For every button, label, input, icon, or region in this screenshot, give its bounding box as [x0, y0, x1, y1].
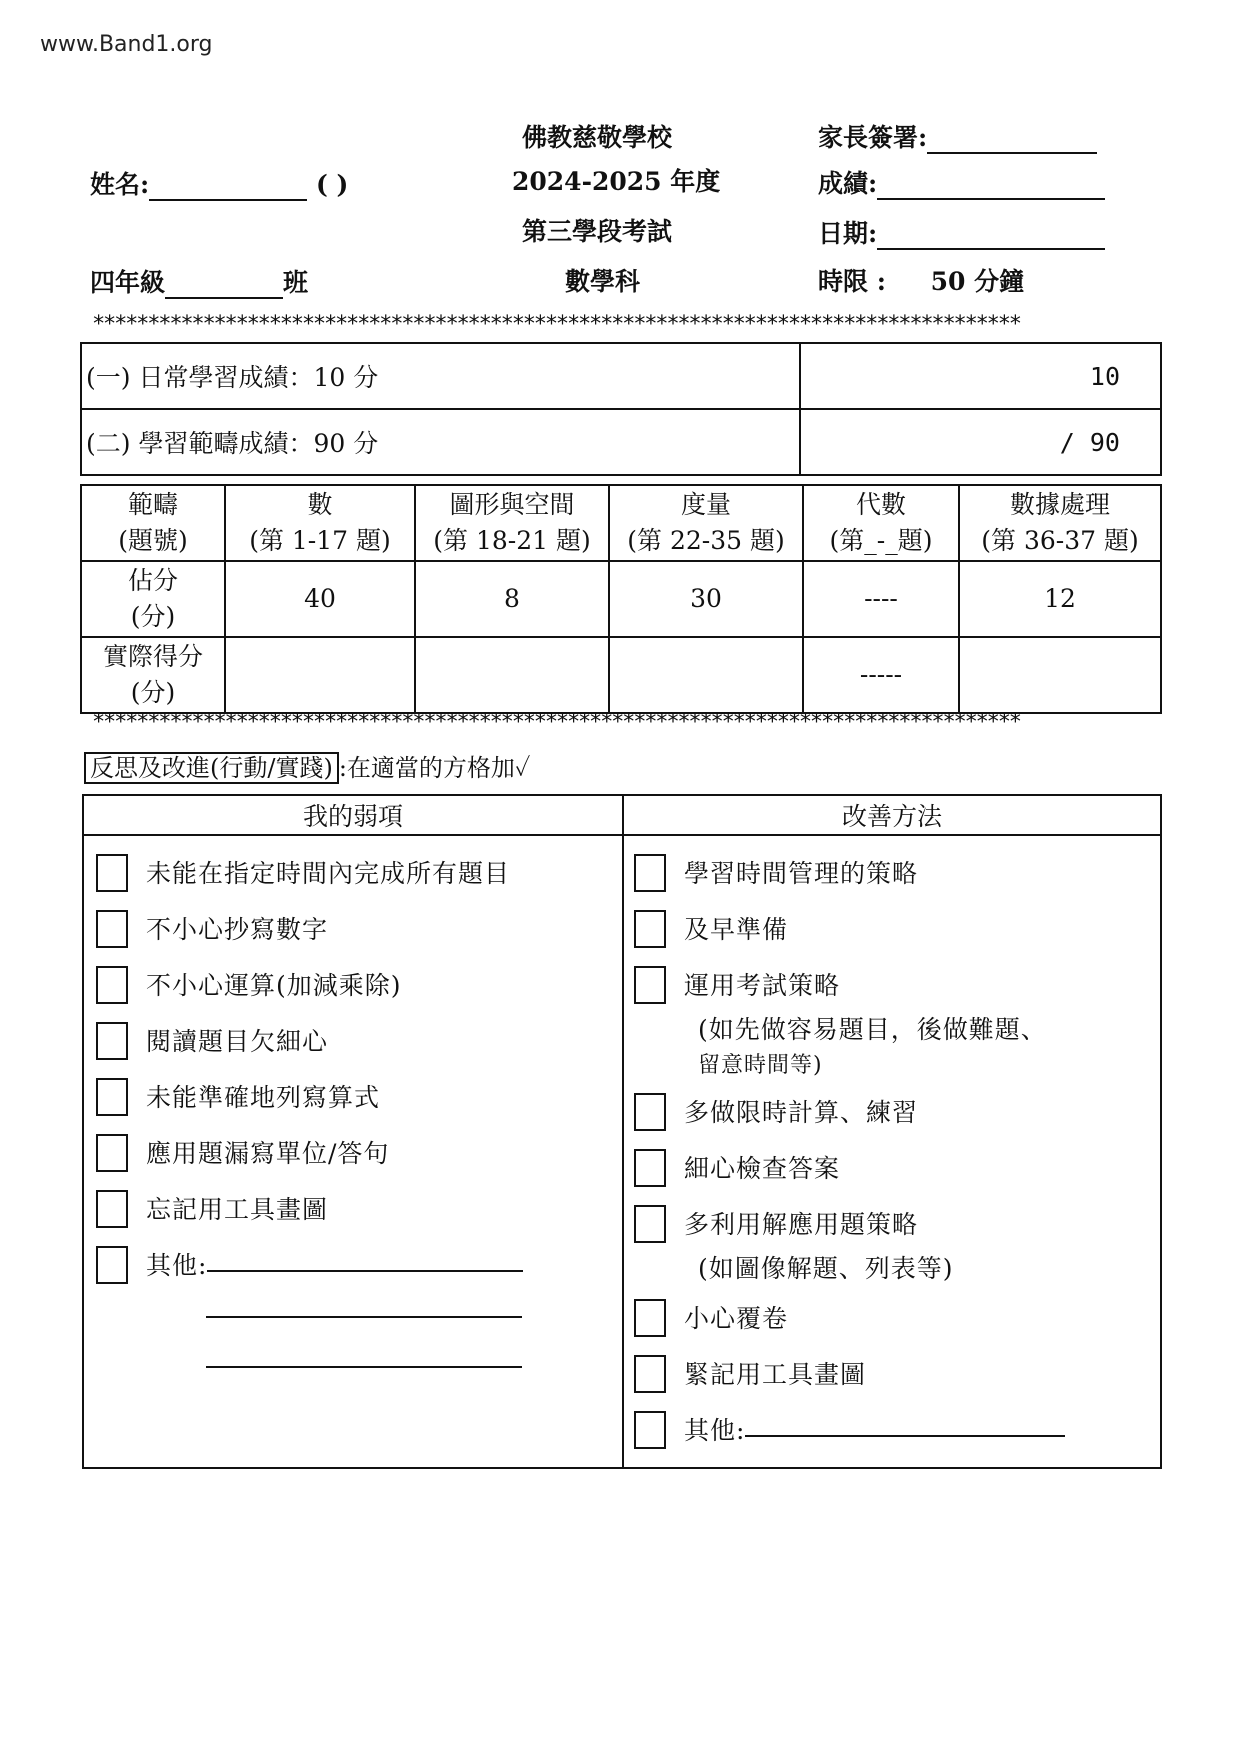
grade-label: 四年級 — [90, 268, 166, 297]
checkbox[interactable] — [96, 966, 128, 1004]
full-marks-data: 12 — [959, 561, 1161, 637]
score-row — [818, 164, 1105, 200]
checkbox[interactable] — [634, 1299, 666, 1337]
full-marks-algebra: ---- — [803, 561, 959, 637]
checkbox[interactable] — [634, 1093, 666, 1131]
grid-full-marks-label: 佔分 (分) — [81, 561, 225, 637]
domain-score-table — [80, 484, 1162, 714]
improve-item: 及早準備 — [634, 910, 1160, 948]
improve-note: (如圖像解題、列表等) — [698, 1254, 954, 1283]
checkbox[interactable] — [634, 966, 666, 1004]
reflection-instruction: :在適當的方格加✓ — [338, 754, 531, 782]
weak-item: 不小心運算(加減乘除) — [96, 966, 622, 1004]
improve-note: (如先做容易題目，後做難題、 — [698, 1015, 1047, 1044]
improve-list — [623, 835, 1161, 1468]
school-year: 2024-2025 年度 — [512, 167, 721, 196]
star-divider-bottom: ************************************************************************************ — [92, 710, 1020, 735]
grid-header-domain: 範疇 (題號) — [81, 485, 225, 561]
subject: 數學科 — [565, 267, 641, 296]
grid-header-number: 數 (第 1-17 題) — [225, 485, 415, 561]
weak-item: 應用題漏寫單位/答句 — [96, 1134, 622, 1172]
time-limit-label: 時限 : — [818, 267, 886, 296]
actual-measure[interactable] — [609, 637, 803, 713]
grid-full-marks-row — [81, 561, 1161, 637]
date-label: 日期: — [818, 219, 878, 248]
improve-item-other: 其他: — [634, 1411, 1160, 1449]
checkbox[interactable] — [96, 1190, 128, 1228]
score-label-learning: (二) 學習範疇成績：90 分 — [81, 409, 800, 475]
improve-item: 多利用解應用題策略 — [634, 1205, 1160, 1243]
time-limit-row — [818, 262, 1024, 298]
actual-shape[interactable] — [415, 637, 609, 713]
score-summary-table — [80, 342, 1162, 476]
star-divider-top: ************************************************************************************ — [92, 312, 1020, 337]
score-label-daily: (一) 日常學習成績：10 分 — [81, 343, 800, 409]
full-marks-measure: 30 — [609, 561, 803, 637]
reflection-table — [82, 794, 1162, 1469]
class-number-paren: ( ) — [315, 170, 349, 199]
actual-data[interactable] — [959, 637, 1161, 713]
grid-actual-row — [81, 637, 1161, 713]
improve-header: 改善方法 — [623, 795, 1161, 835]
weak-header: 我的弱項 — [83, 795, 623, 835]
weak-item: 不小心抄寫數字 — [96, 910, 622, 948]
parent-sign-row — [818, 118, 1097, 154]
weak-list — [83, 835, 623, 1468]
improve-item: 多做限時計算、練習 — [634, 1093, 1160, 1131]
weak-item: 未能在指定時間內完成所有題目 — [96, 854, 622, 892]
date-field[interactable] — [877, 222, 1105, 250]
grid-header-row — [81, 485, 1161, 561]
checkbox[interactable] — [634, 1205, 666, 1243]
name-field[interactable] — [149, 173, 307, 201]
time-limit-value: 50 分鐘 — [930, 267, 1025, 296]
grade-row — [90, 263, 308, 299]
class-label: 班 — [283, 268, 309, 297]
date-row — [818, 214, 1105, 250]
other-field[interactable] — [745, 1411, 1065, 1437]
reflection-title: 反思及改進(行動/實踐) — [84, 752, 339, 784]
actual-algebra: ----- — [803, 637, 959, 713]
grid-header-algebra: 代數 (第_-_題) — [803, 485, 959, 561]
improve-item: 學習時間管理的策略 — [634, 854, 1160, 892]
checkbox[interactable] — [96, 910, 128, 948]
grid-actual-label: 實際得分 (分) — [81, 637, 225, 713]
checkbox[interactable] — [634, 910, 666, 948]
checkbox[interactable] — [96, 1022, 128, 1060]
other-field[interactable] — [207, 1246, 523, 1272]
school-name: 佛教慈敬學校 — [522, 123, 673, 152]
improve-item: 緊記用工具畫圖 — [634, 1355, 1160, 1393]
name-row — [90, 165, 348, 201]
class-field[interactable] — [165, 271, 283, 299]
improve-item: 運用考試策略 — [634, 966, 1160, 1004]
grid-header-data: 數據處理 (第 36-37 題) — [959, 485, 1161, 561]
score-field[interactable] — [877, 172, 1105, 200]
score-value-learning: / 90 — [800, 409, 1161, 475]
parent-sign-label: 家長簽署: — [818, 123, 928, 152]
score-value-daily: 10 — [800, 343, 1161, 409]
improve-item: 小心覆卷 — [634, 1299, 1160, 1337]
name-label: 姓名: — [90, 170, 150, 199]
parent-sign-field[interactable] — [927, 126, 1097, 154]
checkbox[interactable] — [634, 854, 666, 892]
other-line[interactable] — [206, 1352, 522, 1368]
weak-item: 閱讀題目欠細心 — [96, 1022, 622, 1060]
other-line[interactable] — [206, 1302, 522, 1318]
checkbox[interactable] — [634, 1355, 666, 1393]
actual-number[interactable] — [225, 637, 415, 713]
checkbox[interactable] — [96, 1134, 128, 1172]
checkbox[interactable] — [96, 1078, 128, 1116]
watermark: www.Band1.org — [40, 32, 213, 57]
score-label: 成績: — [818, 169, 878, 198]
full-marks-number: 40 — [225, 561, 415, 637]
exam-title: 第三學段考試 — [522, 217, 673, 246]
weak-item: 忘記用工具畫圖 — [96, 1190, 622, 1228]
score-row-daily — [81, 343, 1161, 409]
full-marks-shape: 8 — [415, 561, 609, 637]
checkbox[interactable] — [634, 1411, 666, 1449]
grid-header-measure: 度量 (第 22-35 題) — [609, 485, 803, 561]
grid-header-shape: 圖形與空間 (第 18-21 題) — [415, 485, 609, 561]
checkbox[interactable] — [96, 1246, 128, 1284]
weak-item-other: 其他: — [96, 1246, 622, 1284]
weak-item: 未能準確地列寫算式 — [96, 1078, 622, 1116]
score-row-learning — [81, 409, 1161, 475]
checkbox[interactable] — [96, 854, 128, 892]
improve-note: 留意時間等) — [698, 1053, 823, 1078]
improve-item: 細心檢查答案 — [634, 1149, 1160, 1187]
reflection-title-row — [84, 748, 530, 783]
checkbox[interactable] — [634, 1149, 666, 1187]
